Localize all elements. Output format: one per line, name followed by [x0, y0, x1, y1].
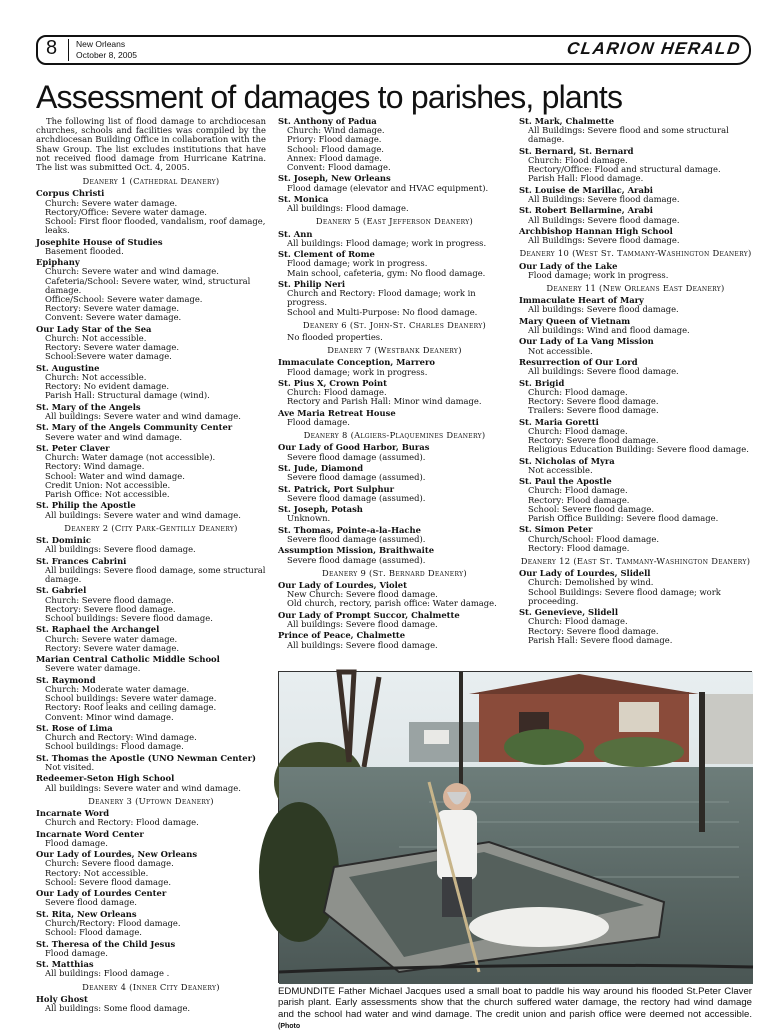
- parish-name: St. Nicholas of Myra: [519, 455, 615, 466]
- parish-name: Corpus Christi: [36, 188, 105, 199]
- damage-line: Severe water and wind damage.: [45, 431, 183, 442]
- parish-entry: [519, 525, 752, 553]
- parish-name: Our Lady of Prompt Succor, Chalmette: [278, 609, 460, 620]
- damage-line: Church: Moderate water damage.: [45, 684, 190, 695]
- parish-name: Resurrection of Our Lord: [519, 356, 638, 367]
- damage-line: Not visited.: [45, 762, 95, 773]
- damage-line: Main school, cafeteria, gym: No flood damage.: [287, 267, 486, 278]
- parish-name: St. Paul the Apostle: [519, 476, 612, 487]
- parish-entry: [278, 581, 511, 609]
- parish-name: Our Lady of Good Harbor, Buras: [278, 442, 430, 453]
- damage-line: Credit Union: Not accessible.: [45, 479, 171, 490]
- damage-line: All buildings: Severe flood damage.: [287, 619, 438, 629]
- parish-name: St. Joseph, New Orleans: [278, 173, 391, 184]
- parish-name: St. Genevieve, Slidell: [519, 607, 619, 618]
- parish-name: St. Anthony of Padua: [278, 116, 377, 126]
- damage-line: School Buildings: Severe flood damage; work proceeding.: [528, 586, 721, 606]
- parish-name: St. Raymond: [36, 674, 96, 685]
- parish-entry: [278, 464, 511, 482]
- parish-entry: [36, 423, 266, 441]
- parish-entry: [36, 625, 266, 653]
- damage-line: Church: Not accessible.: [45, 372, 147, 383]
- damage-line: Trailers: Severe flood damage.: [528, 405, 659, 416]
- damage-line: Severe flood damage (assumed).: [287, 492, 426, 503]
- damage-line: Church: Wind damage.: [287, 125, 385, 136]
- damage-line: All buildings: Some flood damage.: [45, 1003, 191, 1013]
- damage-line: All buildings: Flood damage.: [287, 203, 409, 214]
- deanery-heading: Deanery 2 (City Park-Gentilly Deanery): [64, 522, 238, 533]
- parish-name: Our Lady Star of the Sea: [36, 323, 152, 334]
- page-header: [36, 35, 751, 65]
- damage-line: Church: Flood damage.: [528, 155, 628, 165]
- article-column-1: [36, 117, 266, 1024]
- parish-name: Holy Ghost: [36, 993, 88, 1004]
- damage-line: Parish Hall: Flood damage.: [528, 173, 644, 184]
- parish-entry: [36, 910, 266, 938]
- damage-line: Parish Office Building: Severe flood damage.: [528, 512, 719, 523]
- damage-line: Rectory/Office: Severe water damage.: [45, 206, 207, 217]
- parish-name: St. Bernard, St. Bernard: [519, 145, 634, 156]
- damage-line: All buildings: Severe flood damage.: [528, 366, 679, 377]
- parish-entry: [36, 189, 266, 235]
- damage-line: Church: Severe flood damage.: [45, 594, 174, 605]
- damage-line: School buildings: Severe water damage.: [45, 693, 217, 704]
- parish-name: St. Frances Cabrini: [36, 555, 127, 566]
- damage-line: Church and Rectory: Wind damage.: [45, 732, 197, 743]
- parish-name: St. Mary of the Angels Community Center: [36, 422, 233, 433]
- entry-list-3: [519, 117, 752, 645]
- parish-entry: [519, 418, 752, 455]
- damage-line: Severe flood damage (assumed).: [287, 554, 426, 565]
- damage-line: Rectory: Flood damage.: [528, 542, 630, 553]
- damage-line: Rectory/Office: Flood and structural damage.: [528, 164, 721, 175]
- damage-line: Church: Severe water and wind damage.: [45, 266, 219, 277]
- parish-name: St. Clement of Rome: [278, 249, 375, 260]
- damage-line: Not accessible.: [528, 464, 593, 475]
- parish-name: St. Philip Neri: [278, 279, 346, 289]
- parish-name: St. Peter Claver: [36, 443, 110, 454]
- parish-entry: [36, 536, 266, 554]
- damage-line: Flood damage; work in progress.: [287, 258, 428, 269]
- damage-line: Rectory: Severe flood damage.: [45, 603, 176, 614]
- damage-line: Church: Flood damage.: [528, 386, 628, 397]
- article-column-3: [519, 117, 752, 667]
- parish-name: Our Lady of Lourdes Center: [36, 888, 167, 899]
- damage-line: Church and Rectory: Flood damage; work in progress.: [287, 288, 476, 308]
- damage-line: Church: Severe flood damage.: [45, 858, 174, 869]
- damage-line: All Buildings: Severe flood damage.: [528, 214, 680, 225]
- parish-name: St. Robert Bellarmine, Arabi: [519, 205, 653, 216]
- damage-line: Parish Hall: Structural damage (wind).: [45, 390, 210, 401]
- damage-line: Severe flood damage (assumed).: [287, 451, 426, 462]
- damage-line: Rectory and Parish Hall: Minor wind damage.: [287, 396, 482, 407]
- parish-name: Archbishop Hannan High School: [519, 225, 673, 236]
- parish-entry: [278, 485, 511, 503]
- damage-line: Church: Demolished by wind.: [528, 577, 654, 588]
- damage-line: School:Severe water damage.: [45, 351, 172, 362]
- parish-name: St. Brigid: [519, 377, 565, 388]
- parish-entry: [278, 379, 511, 407]
- deanery-heading: Deanery 12 (East St. Tammany-Washington Deanery): [520, 555, 751, 566]
- damage-line: Church/Rectory: Flood damage.: [45, 918, 181, 928]
- parish-name: St. Patrick, Port Sulphur: [278, 483, 395, 494]
- damage-line: Old church, rectory, parish office: Water damage.: [287, 598, 497, 609]
- parish-name: St. Rita, New Orleans: [36, 908, 137, 919]
- parish-name: St. Maria Goretti: [519, 416, 599, 427]
- damage-line: Severe flood damage (assumed).: [287, 534, 426, 544]
- damage-line: Rectory: Severe water damage.: [45, 342, 179, 353]
- headline: Assessment of damages to parishes, plants: [36, 79, 623, 115]
- parish-name: St. Pius X, Crown Point: [278, 378, 387, 389]
- deanery-heading: Deanery 7 (Westbank Deanery): [327, 345, 462, 356]
- deanery-heading: Deanery 8 (Algiers-Plaquemines Deanery): [303, 430, 486, 441]
- deanery-heading: Deanery 6 (St. John-St. Charles Deanery): [302, 319, 487, 330]
- damage-line: School and Multi-Purpose: No flood damage.: [287, 306, 478, 317]
- parish-entry: [519, 379, 752, 416]
- article-column-2: [278, 117, 511, 667]
- parish-entry: [519, 358, 752, 376]
- damage-line: Annex: Flood damage.: [287, 152, 382, 163]
- parish-entry: [519, 477, 752, 523]
- parish-entry: [519, 457, 752, 475]
- parish-entry: [36, 258, 266, 322]
- parish-entry: [278, 631, 511, 649]
- deanery-heading: Deanery 3 (Uptown Deanery): [88, 795, 214, 806]
- damage-line: School: Severe flood damage.: [45, 876, 172, 887]
- parish-entry: [278, 443, 511, 461]
- parish-entry: [36, 754, 266, 772]
- parish-entry: [519, 227, 752, 245]
- parish-name: St. Theresa of the Child Jesus: [36, 938, 176, 949]
- parish-name: Epiphany: [36, 257, 80, 268]
- parish-name: St. Simon Peter: [519, 524, 593, 535]
- header-divider: [68, 39, 69, 61]
- damage-line: All buildings: Severe flood damage.: [528, 304, 679, 315]
- parish-entry: [519, 117, 752, 145]
- header-date: October 8, 2005: [76, 50, 137, 60]
- parish-name: St. Thomas the Apostle (UNO Newman Center): [36, 752, 256, 763]
- parish-entry: [519, 608, 752, 645]
- parish-entry: [36, 995, 266, 1013]
- damage-line: Cafeteria/School: Severe water, wind, structural damage.: [45, 275, 251, 295]
- parish-entry: [36, 830, 266, 848]
- parish-entry: [519, 569, 752, 606]
- damage-line: Flood damage.: [287, 417, 350, 428]
- damage-line: Priory: Flood damage.: [287, 134, 382, 145]
- deanery-heading: Deanery 10 (West St. Tammany-Washington Deanery): [519, 248, 752, 259]
- damage-line: Rectory: No evident damage.: [45, 381, 169, 392]
- parish-name: St. Joseph, Potash: [278, 504, 363, 515]
- flood-photo: [278, 671, 752, 983]
- parish-name: St. Philip the Apostle: [36, 500, 136, 511]
- damage-line: Convent: Severe water damage.: [45, 312, 182, 323]
- damage-line: Rectory: Severe water damage.: [45, 303, 179, 314]
- header-location: New Orleans: [76, 39, 126, 49]
- parish-entry: [278, 250, 511, 278]
- damage-line: Basement flooded.: [45, 245, 124, 256]
- deanery-heading: Deanery 9 (St. Bernard Deanery): [322, 567, 467, 578]
- parish-name: St. Mary of the Angels: [36, 401, 141, 412]
- damage-line: Severe water damage.: [45, 663, 141, 674]
- damage-line: Convent: Minor wind damage.: [45, 711, 174, 722]
- parish-entry: [519, 186, 752, 204]
- damage-line: School: Water and wind damage.: [45, 470, 185, 481]
- parish-entry: [519, 337, 752, 355]
- parish-entry: [36, 238, 266, 256]
- damage-line: Church/School: Flood damage.: [528, 533, 660, 544]
- parish-name: St. Monica: [278, 194, 329, 204]
- parish-entry: [36, 501, 266, 519]
- parish-name: Redeemer-Seton High School: [36, 773, 175, 784]
- parish-name: St. Augustine: [36, 362, 100, 373]
- parish-entry: [278, 358, 511, 376]
- damage-line: New Church: Severe flood damage.: [287, 589, 438, 600]
- damage-line: School buildings: Flood damage.: [45, 741, 184, 752]
- damage-line: Church: Flood damage.: [528, 425, 628, 436]
- damage-line: Parish Office: Not accessible.: [45, 489, 170, 500]
- parish-name: St. Thomas, Pointe-a-la-Hache: [278, 524, 421, 535]
- parish-entry: [519, 147, 752, 184]
- parish-entry: [519, 262, 752, 280]
- parish-name: Marian Central Catholic Middle School: [36, 654, 220, 665]
- damage-line: Church: Flood damage.: [528, 485, 628, 496]
- damage-line: Flood damage; work in progress.: [528, 269, 669, 280]
- parish-entry: [278, 117, 511, 172]
- damage-line: All Buildings: Severe flood and some structural damage.: [528, 125, 729, 145]
- deanery-heading: Deanery 5 (East Jefferson Deanery): [315, 216, 474, 227]
- flood-photo-illustration: [279, 672, 753, 984]
- parish-entry: [36, 889, 266, 907]
- photo-caption: [278, 986, 752, 1032]
- parish-entry: [36, 724, 266, 752]
- damage-line: Religious Education Building: Severe flood damage.: [528, 444, 749, 455]
- parish-entry: [278, 195, 511, 213]
- parish-entry: [36, 850, 266, 887]
- damage-line: All buildings: Severe flood damage, some structural damage.: [45, 564, 266, 585]
- deanery-heading: Deanery 11 (New Orleans East Deanery): [546, 283, 725, 293]
- damage-line: Rectory: Severe flood damage.: [528, 625, 659, 636]
- parish-name: St. Matthias: [36, 959, 94, 970]
- damage-line: School: Severe flood damage.: [528, 503, 655, 514]
- parish-name: Immaculate Heart of Mary: [519, 295, 644, 306]
- parish-name: Our Lady of the Lake: [519, 260, 618, 271]
- damage-line: All Buildings: Severe flood damage.: [528, 194, 680, 204]
- damage-line: Rectory: Flood damage.: [528, 494, 630, 505]
- damage-line: Convent: Flood damage.: [287, 162, 391, 173]
- damage-line: Flood damage.: [45, 837, 108, 848]
- damage-line: All buildings: Severe flood damage.: [45, 544, 196, 555]
- damage-line: Rectory: Wind damage.: [45, 461, 145, 472]
- parish-name: St. Mark, Chalmette: [519, 116, 615, 126]
- parish-entry: [278, 505, 511, 523]
- damage-line: All Buildings: Severe flood damage.: [528, 235, 680, 246]
- parish-name: Our Lady of Lourdes, Violet: [278, 580, 407, 590]
- parish-entry: [278, 409, 511, 427]
- damage-line: Rectory: Severe flood damage.: [528, 434, 659, 445]
- parish-entry: [36, 403, 266, 421]
- parish-entry: [278, 611, 511, 629]
- parish-entry: [278, 526, 511, 544]
- parish-entry: [36, 809, 266, 827]
- newspaper-brand: CLARION HERALD: [565, 39, 743, 58]
- parish-entry: [36, 325, 266, 362]
- damage-line: Flood damage; work in progress.: [287, 366, 428, 377]
- damage-line: Church: Flood damage.: [528, 616, 628, 627]
- deanery-heading: Deanery 4 (Inner City Deanery): [82, 981, 220, 992]
- parish-name: Assumption Mission, Braithwaite: [278, 545, 435, 556]
- damage-line: All buildings: Wind and flood damage.: [528, 325, 690, 335]
- damage-line: Parish Hall: Severe flood damage.: [528, 634, 673, 645]
- parish-name: Our Lady of Lourdes, New Orleans: [36, 849, 198, 860]
- page-number: 8: [46, 37, 58, 59]
- parish-name: Immaculate Conception, Marrero: [278, 357, 436, 368]
- parish-entry: [519, 206, 752, 224]
- parish-entry: [36, 774, 266, 792]
- damage-line: Unknown.: [287, 513, 331, 524]
- damage-line: Church: Severe water damage.: [45, 633, 178, 644]
- entry-list-1: [36, 177, 266, 1013]
- damage-line: All buildings: Flood damage; work in progress.: [287, 237, 487, 248]
- damage-line: Church and Rectory: Flood damage.: [45, 817, 199, 828]
- damage-line: All buildings: Severe water and wind damage.: [45, 782, 241, 793]
- parish-entry: [519, 296, 752, 314]
- parish-name: St. Rose of Lima: [36, 723, 113, 734]
- parish-entry: [278, 230, 511, 248]
- damage-line: School buildings: Severe flood damage.: [45, 613, 213, 624]
- parish-name: St. Raphael the Archangel: [36, 624, 160, 635]
- parish-entry: [36, 364, 266, 401]
- damage-line: Severe flood damage.: [45, 897, 137, 908]
- damage-line: Not accessible.: [528, 345, 593, 356]
- parish-name: Prince of Peace, Chalmette: [278, 630, 406, 641]
- entry-list-2: [278, 117, 511, 650]
- parish-name: St. Jude, Diamond: [278, 463, 364, 474]
- caption-text: EDMUNDITE Father Michael Jacques used a small boat to paddle his way around his flooded St.Peter Claver parish plant. Early assessments show that the church suffered water damage, the rectory had wind damage and the school had water and wind damage. The credit union and parish office were deemed not accessible.: [278, 986, 752, 1020]
- parish-entry: [36, 444, 266, 499]
- damage-line: Rectory: Severe flood damage.: [528, 395, 659, 406]
- damage-line: Office/School: Severe water damage.: [45, 294, 203, 305]
- parish-name: St. Ann: [278, 228, 313, 239]
- damage-line: Church: Not accessible.: [45, 333, 147, 344]
- parish-name: Mary Queen of Vietnam: [519, 315, 631, 326]
- parish-entry: [36, 586, 266, 623]
- header-meta: [76, 39, 137, 61]
- damage-line: Severe flood damage (assumed).: [287, 472, 426, 483]
- parish-name: Josephite House of Studies: [36, 236, 163, 247]
- photo-credit: (Photo: [278, 1022, 301, 1030]
- damage-line: All buildings: Severe flood damage.: [287, 639, 438, 650]
- damage-line: Flood damage (elevator and HVAC equipment).: [287, 182, 489, 193]
- parish-name: Our Lady of Lourdes, Slidell: [519, 568, 651, 579]
- parish-entry: [36, 676, 266, 722]
- damage-line: Rectory: Roof leaks and ceiling damage.: [45, 702, 217, 713]
- damage-line: All buildings: Severe water and wind damage.: [45, 509, 241, 520]
- parish-name: St. Louise de Marillac, Arabi: [519, 184, 653, 195]
- parish-entry: [278, 174, 511, 192]
- damage-line: School: First floor flooded, vandalism, roof damage, leaks.: [45, 216, 266, 236]
- article-intro: The following list of flood damage to archdiocesan churches, schools and facilities was compiled by the archdiocesan Building Office in collaboration with the Shaw Group. The list excludes institutions that have not received flood damage from Hurricane Katrina. The list was submitted Oct. 4, 2005.: [36, 116, 266, 173]
- damage-line: All buildings: Flood damage .: [45, 968, 170, 979]
- parish-name: Incarnate Word Center: [36, 828, 144, 839]
- damage-line: Church: Severe water damage.: [45, 197, 178, 208]
- damage-line: Rectory: Severe water damage.: [45, 642, 179, 653]
- damage-line: All buildings: Severe water and wind damage.: [45, 411, 241, 422]
- parish-entry: [519, 317, 752, 335]
- damage-line: School: Flood damage.: [287, 143, 384, 154]
- parish-entry: [36, 557, 266, 585]
- parish-entry: [36, 960, 266, 978]
- parish-entry: [36, 940, 266, 958]
- parish-name: Incarnate Word: [36, 808, 110, 819]
- damage-line: Flood damage.: [45, 947, 108, 958]
- parish-name: St. Dominic: [36, 535, 92, 546]
- parish-name: St. Gabriel: [36, 585, 87, 596]
- deanery-heading: Deanery 1 (Cathedral Deanery): [82, 176, 220, 187]
- parish-name: Ave Maria Retreat House: [278, 407, 396, 418]
- parish-name: Our Lady of La Vang Mission: [519, 336, 654, 347]
- damage-line: Rectory: Not accessible.: [45, 867, 149, 878]
- damage-line: Church: Flood damage.: [287, 387, 387, 398]
- parish-entry: [278, 280, 511, 317]
- damage-line: School: Flood damage.: [45, 927, 142, 938]
- entry-line: No flooded properties.: [287, 332, 383, 343]
- parish-entry: [36, 655, 266, 673]
- damage-line: Church: Water damage (not accessible).: [45, 452, 216, 463]
- parish-entry: [278, 546, 511, 564]
